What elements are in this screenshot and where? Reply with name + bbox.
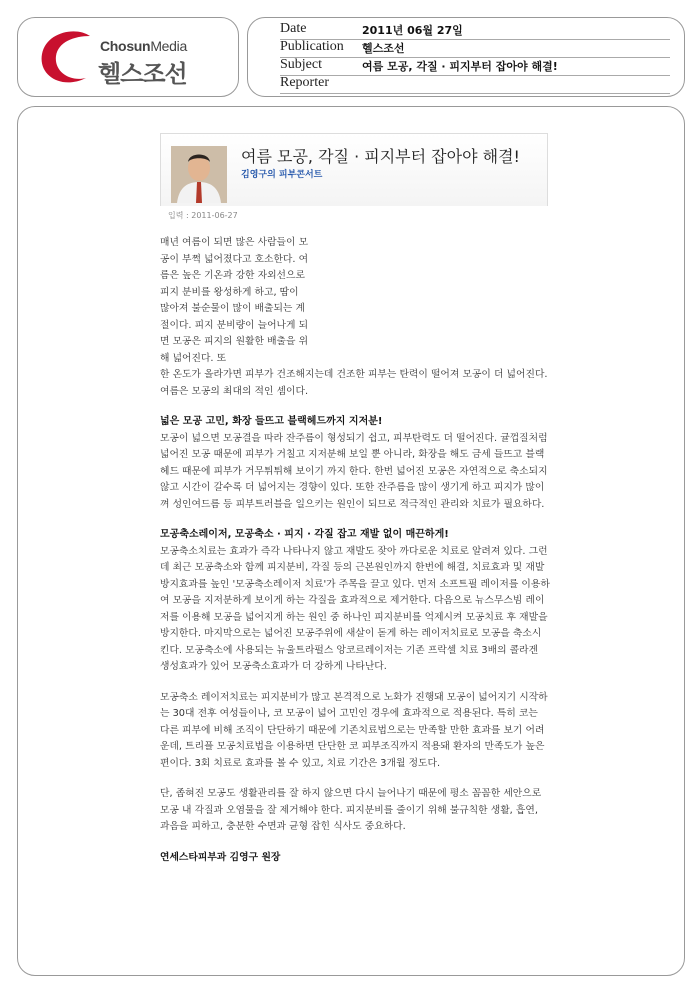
logo-brand-ko: 헬스조선 [98,60,187,88]
subject-label: Subject [280,57,322,72]
date-value: 2011년 06월 27일 [362,24,463,37]
article-body [160,235,550,866]
paragraph-4: 단, 좁혀진 모공도 생활관리를 잘 하지 않으면 다시 늘어나기 때문에 평소 꼼꼼한 세안으로 모공 내 각질과 오염물을 잘 제거해야 한다. 피지분비를 줄이기 위해 불규칙한 생활, 흡연, 과음을 피하고, 충분한 수면과 균형 잡힌 식사도 중요하다. [160,788,542,832]
meta-panel [247,17,685,97]
paragraph-1: 모공이 넓으면 모공결을 따라 잔주름이 형성되기 쉽고, 피부탄력도 더 떨어진다. 귤껍질처럼 넓어진 모공 때문에 피부가 거칠고 지저분해 보일 뿐 아니라, 화장을 해도 금세 들뜨고 블랙헤드 때문에 피부가 거무튀튀해 보이기 까지 한다. 한번 넓어진 모공은 자연적으로 축소되지 않고 시간이 갈수록 더 넓어지는 경향이 있다. 또한 잔주름을 많이 생기게 하고 피지가 많이 껴 성인여드름 등 피부트러블을 일으키는 원인이 되므로 적극적인 관리와 치료가 필요하다. [160,432,548,510]
article-title: 여름 모공, 각질 · 피지부터 잡아야 해결! [241,147,520,166]
reporter-label: Reporter [280,75,329,90]
meta-row-publication [280,39,670,58]
subheading-1: 넓은 모공 고민, 화장 들뜨고 블랙헤드까지 지저분! [160,416,383,427]
article-header [160,133,550,221]
subject-value: 여름 모공, 각질 · 피지부터 잡아야 해결! [362,60,558,73]
column-name: 김영구의 피부콘서트 [241,170,323,180]
author-photo [171,146,227,203]
meta-row-date [280,21,670,40]
paragraph-3: 모공축소 레이저치료는 피지분비가 많고 본격적으로 노화가 진행돼 모공이 넓어지기 시작하는 30대 전후 여성들이나, 코 모공이 넓어 고민인 경우에 효과적으로 적용된다. 특히 코는 다른 피부에 비해 조직이 단단하기 때문에 기존치료법으로는 만족할 만한 효과를 보기 어려운데, 트리플 모공치료법을 이용하면 단단한 코 피부조직까지 적용돼 환자의 만족도가 높은 편이다. 3회 치료로 효과를 볼 수 있고, 치료 기간은 3개월 정도다. [160,691,548,769]
meta-row-reporter [280,75,670,94]
subheading-2: 모공축소레이저, 모공축소 · 피지 · 각질 잡고 재발 없이 매끈하게! [160,529,449,540]
intro-continued: 한 온도가 올라가면 피부가 건조해지는데 건조한 피부는 탄력이 떨어져 모공이 더 넓어진다. 여름은 모공의 최대의 적인 셈이다. [160,369,548,397]
author-portrait-icon [171,146,227,203]
chosun-logo-mark-icon [36,28,100,88]
meta-row-subject [280,57,670,76]
logo-brand-en: ChosunMedia [100,38,187,54]
signature: 연세스타피부과 김영구 원장 [160,851,281,863]
date-label: Date [280,21,307,36]
intro-paragraph: 매년 여름이 되면 많은 사람들이 모공이 부쩍 넓어졌다고 호소한다. 여름은 높은 기온과 강한 자외선으로 피지 분비를 왕성하게 하고, 땀이 많아져 불순물이 많이 배출되는 계절이다. 피지 분비량이 늘어나게 되면 모공은 피지의 원활한 배출을 위해 넓어진다. 또 [160,237,309,364]
publication-label: Publication [280,39,344,54]
article-title-card [160,133,548,206]
paragraph-2: 모공축소치료는 효과가 즉각 나타나지 않고 재발도 잦아 까다로운 치료로 알려져 있다. 그런데 최근 모공축소와 함께 피지분비, 각질 등의 근본원인까지 한번에 해결, 치료효과 및 재발방지효과를 높인 '모공축소레이저 치료'가 주목을 끌고 있다. 먼저 소프트필 레이저를 이용하여 모공을 지저분하게 보이게 하는 각질을 효과적으로 제거한다. 다음으로 뉴스무스빔 레이저를 이용해 모공을 넓어지게 하는 원인 중 하나인 피지분비를 억제시켜 모공치료 후 재발을 방지한다. 마지막으로는 넓어진 모공주위에 새살이 돋게 하는 레이저치료로 모공을 축소시킨다. 모공축소에 사용되는 뉴울트라펄스 앙코르레이저는 기존 프락셀 치료 3배의 콜라겐 생성효과가 있어 모공축소효과가 더 강하게 나타난다. [160,545,550,672]
article-date: 입력 : 2011-06-27 [168,211,238,220]
logo-panel [17,17,239,97]
publication-value: 헬스조선 [362,42,405,55]
